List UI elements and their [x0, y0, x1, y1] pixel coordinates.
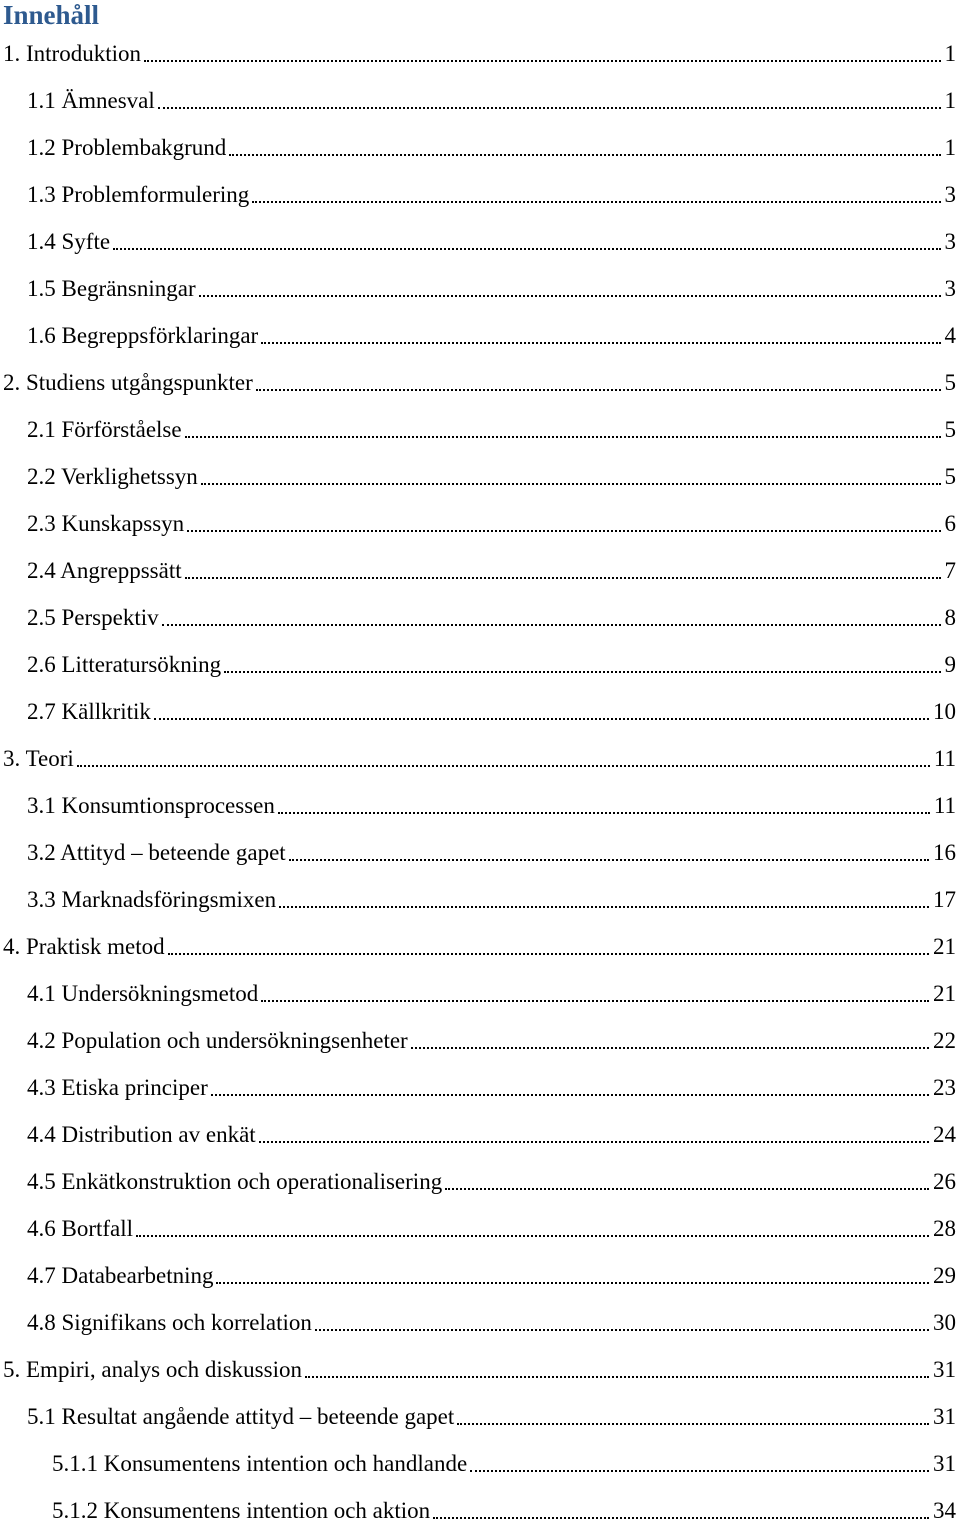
toc-entry[interactable] — [0, 594, 960, 641]
toc-entry-title: 4.2 Population och undersökningsenheter — [27, 1027, 408, 1053]
toc-entry-page-number: 1 — [944, 134, 956, 160]
toc-entry-title: 1. Introduktion — [3, 40, 141, 66]
toc-entry-page-number: 5 — [944, 416, 956, 442]
toc-entry-title: 4.3 Etiska principer — [27, 1074, 208, 1100]
toc-entry[interactable] — [0, 876, 960, 923]
dot-leader — [199, 294, 941, 297]
toc-entry-title: 3. Teori — [3, 745, 74, 771]
toc-entry-page-number: 29 — [933, 1262, 956, 1288]
toc-entry[interactable] — [0, 970, 960, 1017]
dot-leader — [187, 529, 940, 532]
toc-entry[interactable] — [0, 1205, 960, 1252]
toc-entry-page-number: 22 — [933, 1027, 956, 1053]
toc-entry[interactable] — [0, 1111, 960, 1158]
dot-leader — [154, 717, 929, 720]
toc-entry-title: 4.6 Bortfall — [27, 1215, 134, 1241]
toc-entry[interactable] — [0, 923, 960, 970]
toc-entry[interactable] — [0, 1393, 960, 1440]
dot-leader — [252, 200, 940, 203]
toc-entry-page-number: 34 — [933, 1497, 956, 1523]
toc-entry-page-number: 4 — [944, 322, 956, 348]
toc-entry[interactable] — [0, 453, 960, 500]
toc-entry[interactable] — [0, 500, 960, 547]
dot-leader — [305, 1375, 929, 1378]
toc-entry-page-number: 1 — [944, 87, 956, 113]
toc-entry-title: 1.5 Begränsningar — [27, 275, 196, 301]
toc-entry-page-number: 9 — [944, 651, 956, 677]
dot-leader — [216, 1281, 929, 1284]
toc-entry-title: 5.1 Resultat angående attityd – beteende gapet — [27, 1403, 455, 1429]
toc-entry-page-number: 16 — [933, 839, 956, 865]
dot-leader — [229, 153, 940, 156]
toc-entry-title: 3.1 Konsumtionsprocessen — [27, 792, 275, 818]
toc-entry[interactable] — [0, 782, 960, 829]
dot-leader — [168, 952, 929, 955]
dot-leader — [433, 1516, 929, 1519]
dot-leader — [256, 388, 941, 391]
toc-entry-page-number: 6 — [944, 510, 956, 536]
dot-leader — [445, 1187, 929, 1190]
toc-entry-page-number: 24 — [933, 1121, 956, 1147]
dot-leader — [315, 1328, 929, 1331]
dot-leader — [457, 1422, 929, 1425]
toc-entry-page-number: 3 — [944, 275, 956, 301]
toc-entry[interactable] — [0, 735, 960, 782]
dot-leader — [113, 247, 940, 250]
toc-entry-title: 1.3 Problemformulering — [27, 181, 250, 207]
toc-entry-page-number: 10 — [933, 698, 956, 724]
toc-entry-title: 4. Praktisk metod — [3, 933, 165, 959]
dot-leader — [185, 576, 941, 579]
dot-leader — [77, 764, 930, 767]
toc-entry-page-number: 23 — [933, 1074, 956, 1100]
dot-leader — [224, 670, 940, 673]
toc-entry-title: 1.2 Problembakgrund — [27, 134, 227, 160]
dot-leader — [259, 1140, 929, 1143]
toc-entry-title: 2. Studiens utgångspunkter — [3, 369, 253, 395]
toc-entry-page-number: 21 — [933, 933, 956, 959]
toc-entry[interactable] — [0, 218, 960, 265]
toc-entry-page-number: 31 — [933, 1450, 956, 1476]
dot-leader — [158, 106, 941, 109]
dot-leader — [289, 858, 929, 861]
toc-entry[interactable] — [0, 312, 960, 359]
toc-entry[interactable] — [0, 1299, 960, 1346]
dot-leader — [211, 1093, 929, 1096]
toc-entry-page-number: 8 — [944, 604, 956, 630]
toc-entry[interactable] — [0, 1158, 960, 1205]
toc-entry-title: 2.2 Verklighetssyn — [27, 463, 198, 489]
toc-entry-title: 4.5 Enkätkonstruktion och operationalisering — [27, 1168, 443, 1194]
table-of-contents — [0, 30, 960, 1534]
toc-entry-page-number: 11 — [933, 745, 956, 771]
dot-leader — [136, 1234, 929, 1237]
toc-entry[interactable] — [0, 406, 960, 453]
toc-entry-title: 2.6 Litteratursökning — [27, 651, 222, 677]
toc-entry-page-number: 26 — [933, 1168, 956, 1194]
toc-entry-page-number: 1 — [944, 40, 956, 66]
dot-leader — [261, 999, 929, 1002]
toc-entry[interactable] — [0, 641, 960, 688]
toc-entry-title: 2.1 Förförståelse — [27, 416, 182, 442]
toc-entry-title: 5. Empiri, analys och diskussion — [3, 1356, 302, 1382]
toc-entry-title: 5.1.2 Konsumentens intention och aktion — [52, 1497, 431, 1523]
toc-entry-page-number: 5 — [944, 369, 956, 395]
toc-entry[interactable] — [0, 1440, 960, 1487]
toc-entry[interactable] — [0, 359, 960, 406]
toc-entry-title: 2.4 Angreppssätt — [27, 557, 182, 583]
toc-entry-page-number: 3 — [944, 228, 956, 254]
toc-entry-page-number: 3 — [944, 181, 956, 207]
dot-leader — [470, 1469, 929, 1472]
toc-entry[interactable] — [0, 829, 960, 876]
toc-entry[interactable] — [0, 124, 960, 171]
toc-entry-page-number: 31 — [933, 1403, 956, 1429]
toc-entry-title: 1.1 Ämnesval — [27, 87, 155, 113]
toc-entry[interactable] — [0, 171, 960, 218]
toc-entry-page-number: 17 — [933, 886, 956, 912]
toc-heading: Innehåll — [3, 0, 100, 30]
toc-entry-page-number: 5 — [944, 463, 956, 489]
toc-entry-page-number: 31 — [933, 1356, 956, 1382]
toc-entry-title: 1.4 Syfte — [27, 228, 111, 254]
toc-entry-title: 3.3 Marknadsföringsmixen — [27, 886, 277, 912]
toc-entry-title: 4.1 Undersökningsmetod — [27, 980, 259, 1006]
toc-entry-title: 4.8 Signifikans och korrelation — [27, 1309, 312, 1335]
dot-leader — [201, 482, 941, 485]
toc-entry-page-number: 7 — [944, 557, 956, 583]
dot-leader — [411, 1046, 929, 1049]
dot-leader — [185, 435, 941, 438]
toc-entry[interactable] — [0, 1017, 960, 1064]
toc-entry[interactable] — [0, 688, 960, 735]
toc-entry[interactable] — [0, 1252, 960, 1299]
dot-leader — [279, 905, 929, 908]
dot-leader — [144, 59, 941, 62]
toc-entry[interactable] — [0, 547, 960, 594]
dot-leader — [261, 341, 940, 344]
toc-entry-title: 2.5 Perspektiv — [27, 604, 159, 630]
toc-entry-title: 1.6 Begreppsförklaringar — [27, 322, 259, 348]
toc-entry[interactable] — [0, 1487, 960, 1534]
toc-entry-title: 5.1.1 Konsumentens intention och handlande — [52, 1450, 468, 1476]
toc-entry[interactable] — [0, 1064, 960, 1111]
toc-entry[interactable] — [0, 77, 960, 124]
toc-entry-title: 4.7 Databearbetning — [27, 1262, 214, 1288]
dot-leader — [278, 811, 930, 814]
toc-entry-title: 2.7 Källkritik — [27, 698, 151, 724]
toc-entry-title: 3.2 Attityd – beteende gapet — [27, 839, 286, 865]
toc-entry[interactable] — [0, 30, 960, 77]
toc-entry-title: 2.3 Kunskapssyn — [27, 510, 185, 536]
toc-entry-page-number: 21 — [933, 980, 956, 1006]
toc-entry-page-number: 28 — [933, 1215, 956, 1241]
toc-entry-page-number: 11 — [933, 792, 956, 818]
toc-entry-page-number: 30 — [933, 1309, 956, 1335]
dot-leader — [162, 623, 941, 626]
toc-entry-title: 4.4 Distribution av enkät — [27, 1121, 256, 1147]
toc-entry[interactable] — [0, 265, 960, 312]
toc-entry[interactable] — [0, 1346, 960, 1393]
